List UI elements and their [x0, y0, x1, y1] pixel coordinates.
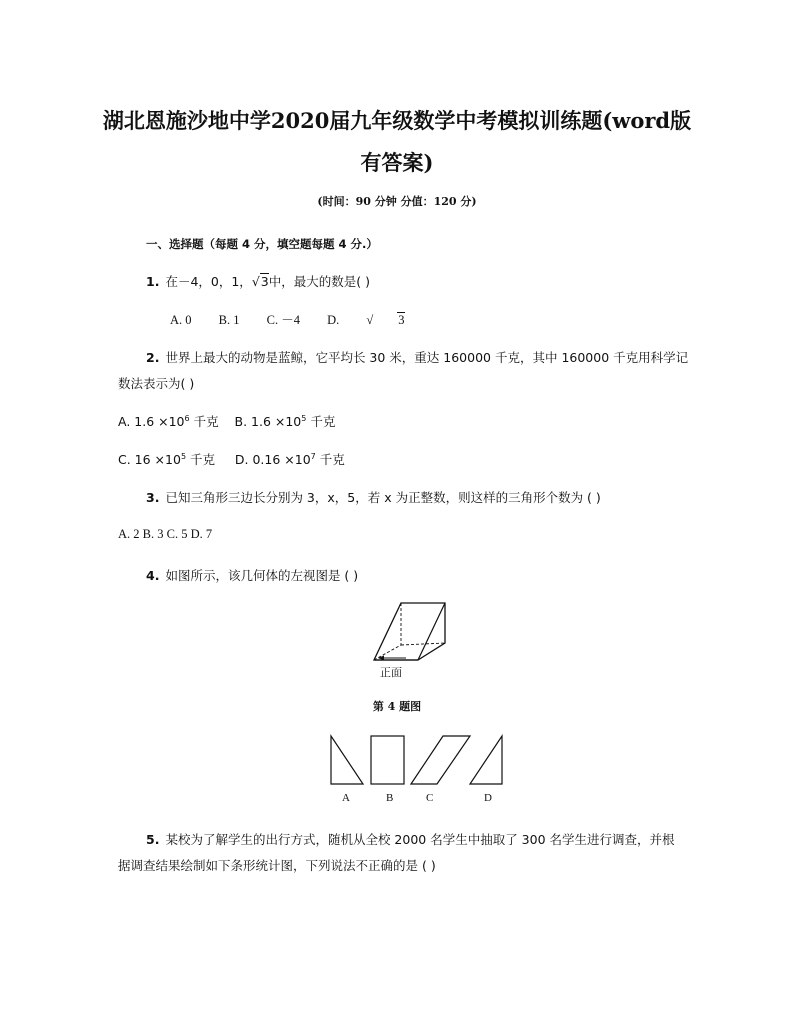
question-5-line-1 — [146, 830, 675, 848]
figure-label-c: C — [426, 792, 434, 804]
question-text: 某校为了解学生的出行方式，随机从全校 2000 名学生中抽取了 300 名学生进行调查，并根 — [165, 832, 675, 847]
sqrt-radicand: 3 — [260, 274, 269, 289]
option-c: C. －4 — [266, 313, 300, 327]
question-text: 世界上最大的动物是蓝鲸，它平均长 30 米，重达 160000 千克，其中 160000 千克用科学记 — [165, 350, 689, 365]
question-text: 如图所示，该几何体的左视图是 ( ) — [165, 568, 359, 583]
question-2-line-2: 数法表示为( ) — [118, 376, 195, 391]
question-text: 中，最大的数是( ) — [268, 274, 370, 289]
option-d: D. √ 3 — [327, 313, 405, 327]
title-line-2: 有答案) — [360, 150, 434, 175]
question-2-options-ab — [118, 412, 335, 430]
option-c: C. $16 \times 10^5$ 千克 — [118, 451, 216, 467]
figure-label-d: D — [484, 792, 492, 804]
question-number: 4. — [146, 568, 160, 583]
question-number: 1. — [146, 274, 160, 289]
question-number: 5. — [146, 832, 160, 847]
option-b: B. 1 — [218, 313, 240, 327]
question-4 — [146, 566, 358, 584]
question-5-line-2: 据调查结果绘制如下条形统计图，下列说法不正确的是 ( ) — [118, 858, 436, 873]
front-label: 正面 — [380, 666, 402, 679]
question-text: 在－4，0，1， — [165, 274, 252, 289]
question-2-line-1 — [146, 348, 688, 366]
question-1 — [146, 272, 370, 290]
section-heading: 一、选择题（每题 4 分，填空题每题 4 分.） — [146, 237, 378, 251]
option-a: A. 0 — [170, 313, 192, 327]
question-number: 2. — [146, 350, 160, 365]
answer-figures — [320, 733, 520, 788]
solid-figure — [360, 600, 460, 680]
option-b: B. $1.6 \times 10^5$ 千克 — [234, 413, 336, 429]
option-c-figure — [411, 736, 470, 784]
question-3 — [146, 488, 601, 506]
sqrt-symbol: √ — [366, 313, 374, 327]
option-d: D. $0.16 \times 10^7$ 千克 — [234, 451, 345, 467]
question-text: 已知三角形三边长分别为 3，x，5，若 x 为正整数，则这样的三角形个数为 ( ) — [165, 490, 601, 505]
option-a: A. $1.6 \times 10^6$ 千克 — [118, 413, 219, 429]
title-line-1: 湖北恩施沙地中学2020届九年级数学中考模拟训练题(word版 — [102, 108, 692, 133]
sqrt-symbol: √ — [251, 274, 260, 289]
figure-label-a: A — [342, 792, 350, 804]
option-b-figure — [371, 736, 404, 784]
document-title — [100, 100, 694, 184]
question-2-options-cd — [118, 450, 345, 468]
option-d-figure — [470, 736, 502, 784]
figure-label-b: B — [386, 792, 394, 804]
question-1-options — [170, 310, 453, 328]
question-3-options: A. 2 B. 3 C. 5 D. 7 — [118, 527, 213, 541]
figure-caption: 第 4 题图 — [372, 700, 422, 713]
option-a-figure — [331, 736, 363, 784]
question-number: 3. — [146, 490, 160, 505]
exam-info: (时间：90 分钟 分值：120 分) — [317, 195, 477, 208]
